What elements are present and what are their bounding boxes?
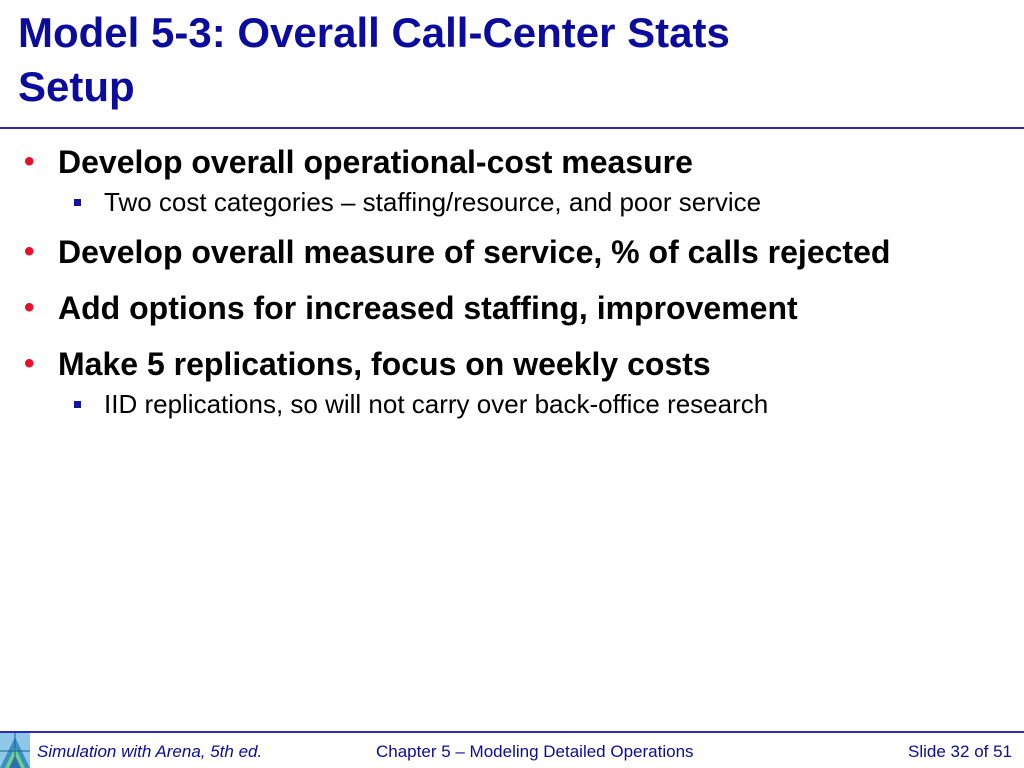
footer-book-title: Simulation with Arena, 5th ed. [37, 742, 263, 761]
bullet-text: Add options for increased staffing, improvement [58, 290, 798, 326]
slide-title-line-2: Setup [18, 63, 135, 110]
bullet-text: Make 5 replications, focus on weekly costs [58, 346, 711, 382]
bullet-icon: • [24, 145, 35, 178]
sub-bullet-text: Two cost categories – staffing/resource, and poor service [104, 187, 762, 217]
arena-logo-icon [0, 733, 30, 768]
slide-title-line-1: Model 5-3: Overall Call-Center Stats [18, 9, 730, 56]
slide-title [18, 6, 1008, 114]
bullet-text: Develop overall measure of service, % of calls rejected [58, 234, 891, 270]
spacer [0, 220, 1024, 230]
footer-divider [0, 731, 1024, 733]
sub-bullet-item [0, 184, 1024, 220]
footer-slide-number: Slide 32 of 51 [908, 742, 1012, 761]
spacer [0, 330, 1024, 342]
square-bullet-icon [74, 401, 81, 408]
bullet-icon: • [24, 291, 35, 324]
bullet-list [0, 140, 1024, 422]
spacer [0, 274, 1024, 286]
sub-bullet-item [0, 386, 1024, 422]
title-divider [0, 127, 1024, 129]
bullet-icon: • [24, 347, 35, 380]
bullet-item [0, 286, 1024, 330]
bullet-item [0, 342, 1024, 386]
square-bullet-icon [74, 199, 81, 206]
bullet-icon: • [24, 235, 35, 268]
bullet-text: Develop overall operational-cost measure [58, 144, 693, 180]
bullet-item [0, 140, 1024, 184]
bullet-item [0, 230, 1024, 274]
footer-chapter: Chapter 5 – Modeling Detailed Operations [376, 742, 694, 761]
sub-bullet-text: IID replications, so will not carry over back-office research [104, 389, 769, 419]
